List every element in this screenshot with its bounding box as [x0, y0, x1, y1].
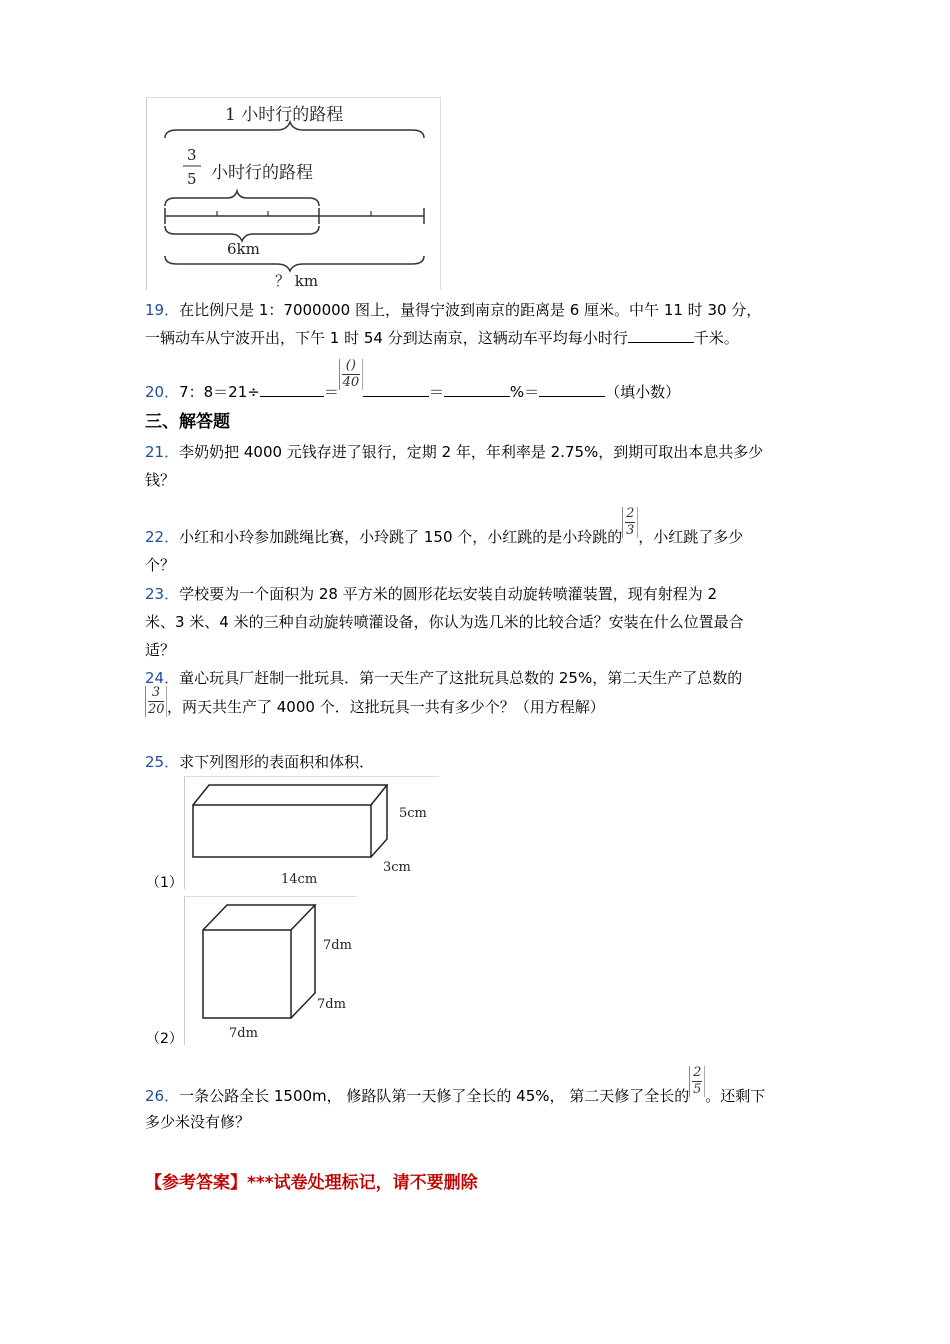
question-text: ＝: [428, 383, 444, 401]
question-text: 一条公路全长 1500m， 修路队第一天修了全长的 45%， 第二天修了全长的: [179, 1087, 690, 1105]
question-text: 钱？: [145, 471, 176, 489]
question-text: 童心玩具厂赶制一批玩具．第一天生产了这批玩具总数的 25%，第二天生产了总数的: [179, 669, 743, 687]
question-number: 26．: [145, 1087, 180, 1105]
question-text: 求下列图形的表面积和体积．: [179, 753, 375, 771]
answer-blank[interactable]: [363, 380, 429, 397]
question-text: 千米。: [693, 329, 739, 347]
question-text: ，两天共生产了 4000 个．这批玩具一共有多少个？（用方程解）: [167, 698, 605, 716]
question-number: 22．: [145, 528, 180, 546]
frac-denominator: 40: [342, 375, 360, 390]
question-text: 学校要为一个面积为 28 平方米的圆形花坛安装自动旋转喷灌装置，现有射程为 2: [179, 585, 718, 603]
fraction-image: [339, 359, 363, 390]
cube-height-label: 7dm: [323, 938, 352, 953]
answer-blank[interactable]: [539, 380, 605, 397]
fraction-image: [145, 686, 167, 717]
answer-heading: 【参考答案】***试卷处理标记，请不要删除: [145, 1173, 478, 1193]
distance-diagram-svg: [147, 98, 440, 290]
question-26: [145, 1052, 810, 1136]
question-19: [145, 296, 810, 352]
question-text: 多少米没有修？: [145, 1113, 251, 1131]
question-20: [145, 352, 810, 401]
question-text: ，小红跳了多少: [638, 528, 744, 546]
cube-front-face: [203, 930, 291, 1018]
question-number: 20．: [145, 383, 180, 401]
cube-top-face: [203, 905, 315, 930]
answer-blank[interactable]: [628, 326, 694, 343]
frac-numerator: 3: [151, 685, 161, 700]
question-text: %＝: [509, 383, 540, 401]
question-text: 一辆动车从宁波开出，下午 1 时 54 分到达南京，这辆动车平均每小时行: [145, 329, 628, 347]
cube-svg: [185, 897, 357, 1045]
frac-numerator: 2: [693, 1065, 702, 1080]
part-1-label: （1）: [146, 875, 183, 891]
frac-numerator: (): [345, 358, 356, 373]
cuboid-figure: [184, 776, 439, 889]
cuboid-depth-label: 3cm: [383, 860, 411, 875]
fig1-mid-label: 小时行的路程: [211, 163, 313, 183]
cuboid-top-face: [193, 785, 387, 805]
answer-blank[interactable]: [444, 380, 510, 397]
question-text: ＝: [323, 383, 339, 401]
fraction-image: [622, 507, 638, 538]
cube-depth-label: 7dm: [317, 997, 346, 1012]
question-23: [145, 580, 810, 664]
fig1-frac-den: 5: [187, 170, 197, 188]
question-number: 23．: [145, 585, 180, 603]
question-text: 7：8＝21÷: [179, 383, 260, 401]
answer-blank[interactable]: [260, 380, 324, 397]
fig1-top-label: 1 小时行的路程: [225, 105, 344, 125]
section-heading: 三、解答题: [145, 412, 230, 432]
question-text: 小红和小玲参加跳绳比赛，小玲跳了 150 个，小红跳的是小玲跳的: [179, 528, 623, 546]
question-text: 适？: [145, 641, 176, 659]
question-text: 李奶奶把 4000 元钱存进了银行，定期 2 年，年利率是 2.75%，到期可取出本息共多少: [179, 443, 764, 461]
question-21: [145, 438, 810, 494]
part-2-label: （2）: [146, 1031, 183, 1047]
question-number: 19．: [145, 301, 180, 319]
question-text: 。还剩下: [705, 1087, 766, 1105]
total-brace: [165, 256, 424, 271]
frac-denominator: 3: [626, 523, 635, 538]
frac-numerator: 2: [626, 506, 635, 521]
frac-denominator: 5: [693, 1082, 702, 1097]
question-25: [145, 748, 810, 776]
question-24: [145, 664, 810, 723]
fig1-six-km: 6km: [227, 240, 260, 258]
cuboid-length-label: 14cm: [281, 872, 318, 887]
question-number: 25．: [145, 753, 180, 771]
question-number: 24．: [145, 669, 180, 687]
question-text: 米、3 米、4 米的三种自动旋转喷灌设备，你认为选几米的比较合适？安装在什么位置最合: [145, 613, 744, 631]
question-text: （填小数）: [605, 383, 681, 401]
cube-length-label: 7dm: [229, 1026, 258, 1041]
question-number: 21．: [145, 443, 180, 461]
question-text: 在比例尺是 1：7000000 图上，量得宁波到南京的距离是 6 厘米。中午 11 时 30 分，: [179, 301, 762, 319]
fig1-unknown-km: ？ km: [275, 272, 319, 290]
fig1-frac-num: 3: [187, 146, 197, 164]
cube-figure: [184, 896, 357, 1045]
mid-brace: [165, 191, 319, 206]
cuboid-height-label: 5cm: [399, 806, 427, 821]
cuboid-svg: [185, 777, 439, 889]
question-text: 个？: [145, 556, 176, 574]
fraction-image: [689, 1066, 705, 1097]
cube-side-face: [291, 905, 315, 1018]
six-km-brace: [165, 226, 319, 241]
frac-denominator: 20: [148, 702, 165, 717]
cuboid-front-face: [193, 805, 371, 857]
distance-diagram: [146, 97, 441, 290]
question-22: [145, 495, 810, 579]
